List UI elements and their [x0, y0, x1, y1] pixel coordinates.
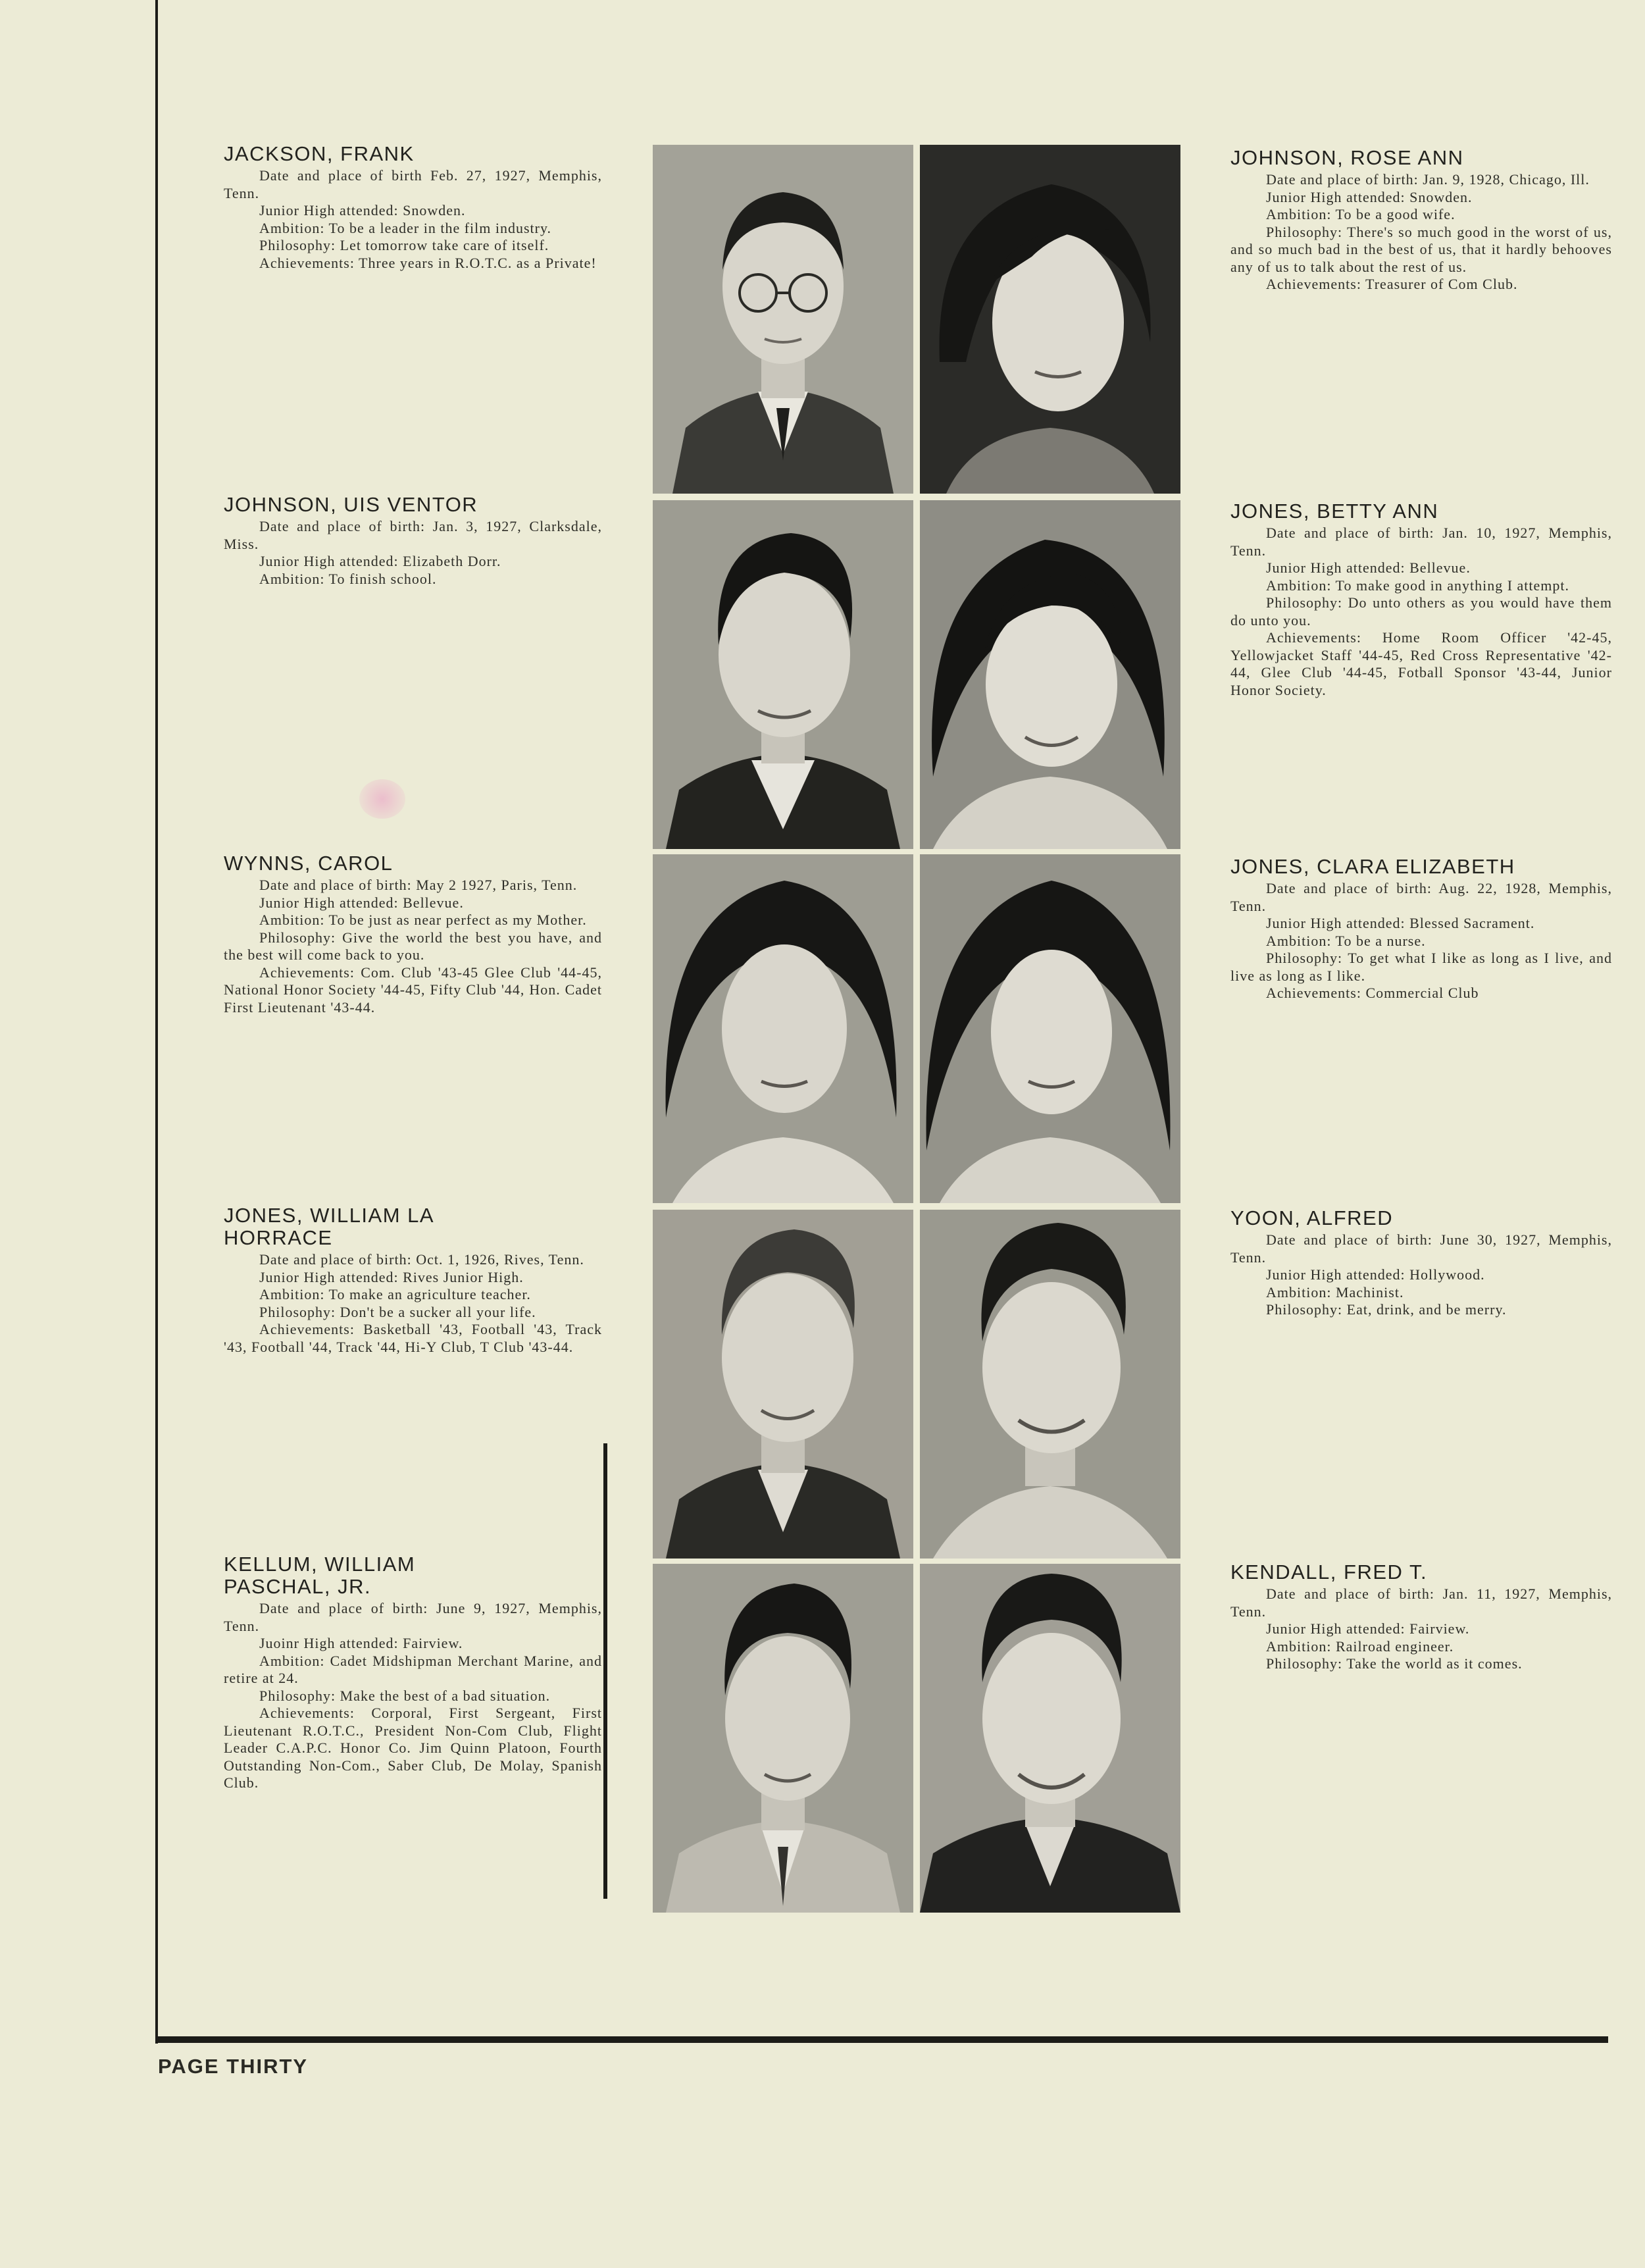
- entry-line: Ambition: Railroad engineer.: [1266, 1637, 1454, 1655]
- entry-line: Ambition: To be just as near perfect as my Mother.: [259, 912, 587, 928]
- entry-line: Date and place of birth: Jan. 9, 1928, Chicago, Ill.: [1266, 171, 1590, 188]
- entry-line: Ambition: To make good in anything I attempt.: [1266, 577, 1570, 594]
- student-name: JOHNSON, UIS VENTOR: [224, 493, 478, 516]
- portrait-jackson-frank: [653, 145, 913, 494]
- student-entry-jackson-frank: [224, 143, 602, 272]
- entry-line: Date and place of birth: Aug. 22, 1928, Memphis, Tenn.: [1230, 880, 1612, 914]
- entry-line: Ambition: To be a good wife.: [1266, 206, 1455, 222]
- paper-stain: [359, 779, 405, 819]
- entry-line: Junior High attended: Rives Junior High.: [259, 1268, 524, 1285]
- student-name: JONES, WILLIAM LA HORRACE: [224, 1204, 434, 1249]
- student-name: KELLUM, WILLIAM PASCHAL, JR.: [224, 1553, 416, 1598]
- entry-line: Philosophy: Eat, drink, and be merry.: [1266, 1301, 1507, 1318]
- entry-line: Ambition: To be a leader in the film industry.: [259, 219, 552, 236]
- entry-line: Junior High attended: Hollywood.: [1266, 1266, 1485, 1283]
- entry-line: Date and place of birth: Jan. 3, 1927, Clarksdale, Miss.: [224, 518, 602, 552]
- entry-line: Date and place of birth: May 2 1927, Paris, Tenn.: [259, 877, 578, 893]
- entry-line: Ambition: Machinist.: [1266, 1283, 1404, 1301]
- entry-line: Philosophy: Don't be a sucker all your life.: [259, 1303, 536, 1320]
- entry-line: Philosophy: To get what I like as long as I live, and live as long as I like.: [1230, 950, 1612, 984]
- portrait-wynns-carol: [653, 854, 913, 1203]
- entry-line: Ambition: To be a nurse.: [1266, 932, 1426, 949]
- entry-line: Date and place of birth: Jan. 10, 1927, Memphis, Tenn.: [1230, 525, 1612, 559]
- entry-line: Date and place of birth: Jan. 11, 1927, Memphis, Tenn.: [1230, 1585, 1612, 1620]
- entry-line: Junior High attended: Elizabeth Dorr.: [259, 553, 501, 569]
- entry-line: Philosophy: Make the best of a bad situation.: [259, 1687, 551, 1704]
- entry-line: Junior High attended: Blessed Sacrament.: [1266, 915, 1535, 931]
- student-entry-jones-clara-elizabeth: [1230, 856, 1612, 1002]
- student-name: JONES, BETTY ANN: [1230, 500, 1439, 523]
- entry-line: Achievements: Home Room Officer '42-45, Yellowjacket Staff '44-45, Red Cross Representative '42-44, Glee Club '44-45, Fotball Sponsor '43-44, Junior Honor Society.: [1230, 629, 1612, 698]
- student-name: WYNNS, CAROL: [224, 852, 393, 875]
- entry-line: Junior High attended: Snowden.: [1266, 188, 1473, 205]
- student-entry-johnson-uis-ventor: [224, 494, 602, 588]
- student-entry-wynns-carol: [224, 852, 602, 1016]
- entry-line: Date and place of birth: June 9, 1927, Memphis, Tenn.: [224, 1600, 602, 1634]
- page-number-footer: PAGE THIRTY: [158, 2055, 309, 2078]
- entry-line: Date and place of birth: Oct. 1, 1926, Rives, Tenn.: [259, 1251, 584, 1268]
- vertical-rule: [603, 1443, 607, 1899]
- entry-line: Philosophy: Let tomorrow take care of itself.: [259, 237, 549, 253]
- entry-line: Achievements: Corporal, First Sergeant, First Lieutenant R.O.T.C., President Non-Com Club, Flight Leader C.A.P.C. Honor Co. Jim Quinn Platoon, Fourth Outstanding Non-Com., Saber Club, De Molay, Spanish Club.: [224, 1705, 602, 1791]
- entry-line: Philosophy: Give the world the best you have, and the best will come back to you.: [224, 929, 602, 963]
- entry-line: Junior High attended: Bellevue.: [259, 894, 464, 911]
- student-entry-kendall-fred: [1230, 1561, 1612, 1673]
- student-name: KENDALL, FRED T.: [1230, 1560, 1428, 1584]
- page-border-bottom: [155, 2036, 1608, 2043]
- entry-line: Ambition: To finish school.: [259, 570, 437, 587]
- entry-line: Junior High attended: Bellevue.: [1266, 559, 1471, 576]
- portrait-kellum-william: [653, 1564, 913, 1913]
- student-entry-jones-william: [224, 1204, 602, 1356]
- entry-line: Ambition: To make an agriculture teacher.: [259, 1286, 531, 1302]
- entry-line: Ambition: Cadet Midshipman Merchant Marine, and retire at 24.: [224, 1652, 602, 1686]
- entry-line: Date and place of birth: June 30, 1927, Memphis, Tenn.: [1230, 1231, 1612, 1266]
- portrait-jones-betty-ann: [920, 500, 1180, 849]
- entry-line: Achievements: Basketball '43, Football '43, Track '43, Football '44, Track '44, Hi-Y Club, T Club '43-44.: [224, 1321, 602, 1355]
- entry-line: Philosophy: Do unto others as you would have them do unto you.: [1230, 594, 1612, 629]
- entry-line: Achievements: Three years in R.O.T.C. as a Private!: [259, 254, 597, 271]
- student-name: JOHNSON, ROSE ANN: [1230, 146, 1464, 169]
- student-entry-jones-betty-ann: [1230, 500, 1612, 699]
- portrait-johnson-uis-ventor: [653, 500, 913, 849]
- entry-line: Achievements: Treasurer of Com Club.: [1266, 276, 1518, 292]
- portrait-jones-william: [653, 1210, 913, 1559]
- entry-line: Junior High attended: Snowden.: [259, 202, 466, 219]
- entry-line: Achievements: Com. Club '43-45 Glee Club '44-45, National Honor Society '44-45, Fifty Club '44, Hon. Cadet First Lieutenant '43-44.: [224, 964, 602, 1016]
- entry-line: Philosophy: There's so much good in the worst of us, and so much bad in the best of us, that it hardly behooves any of us to talk about the rest of us.: [1230, 223, 1612, 275]
- entry-line: Achievements: Commercial Club: [1266, 985, 1479, 1001]
- entry-line: Philosophy: Take the world as it comes.: [1266, 1655, 1523, 1672]
- student-entry-kellum-william: [224, 1553, 602, 1792]
- entry-line: Date and place of birth Feb. 27, 1927, Memphis, Tenn.: [224, 167, 602, 201]
- portrait-jones-clara-elizabeth: [920, 854, 1180, 1203]
- student-name: YOON, ALFRED: [1230, 1206, 1394, 1229]
- page-border-left: [155, 0, 158, 2044]
- portrait-kendall-fred: [920, 1564, 1180, 1913]
- portrait-yoon-alfred: [920, 1210, 1180, 1559]
- entry-line: Juoinr High attended: Fairview.: [259, 1635, 463, 1651]
- portrait-johnson-rose-ann: [920, 145, 1180, 494]
- entry-line: Junior High attended: Fairview.: [1266, 1620, 1470, 1637]
- student-entry-johnson-rose-ann: [1230, 147, 1612, 294]
- student-name: JONES, CLARA ELIZABETH: [1230, 855, 1515, 878]
- student-entry-yoon-alfred: [1230, 1207, 1612, 1319]
- student-name: JACKSON, FRANK: [224, 142, 415, 165]
